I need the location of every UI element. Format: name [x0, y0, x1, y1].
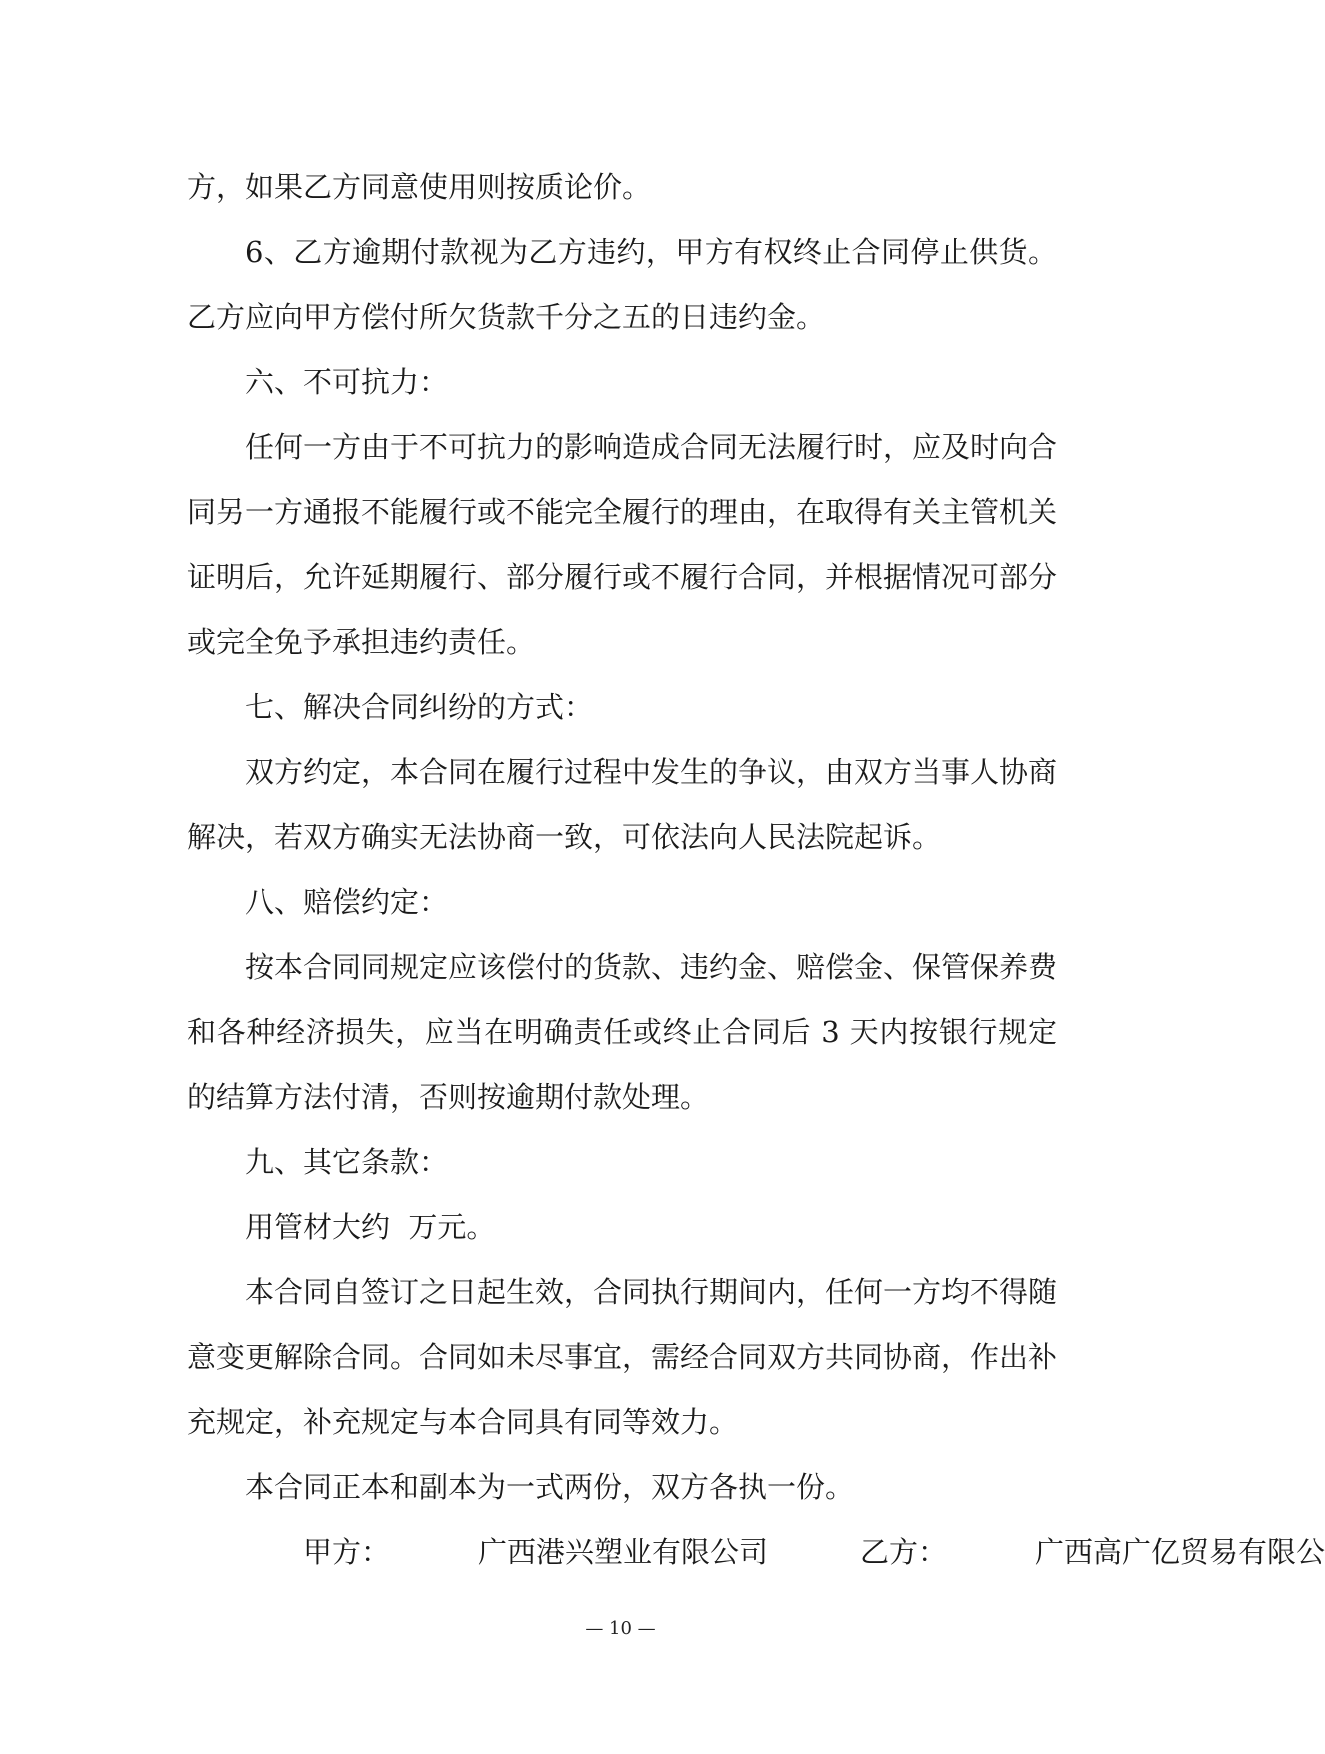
section-heading-force-majeure: 六、不可抗力：: [245, 365, 449, 399]
paragraph-compensation: 按本合同同规定应该偿付的货款、违约金、赔偿金、保管保养费和各种经济损失，应当在明确责任或终止合同后 3 天内按银行规定的结算方法付清，否则按逾期付款处理。: [187, 950, 1058, 1114]
section-heading-other-terms: 九、其它条款：: [245, 1145, 449, 1179]
party-a-name: 广西港兴塑业有限公司: [478, 1535, 769, 1569]
page-number: — 10 —: [585, 1618, 656, 1639]
signature-line: [187, 1520, 1325, 1585]
paragraph-quality-pricing: 方，如果乙方同意使用则按质论价。: [187, 170, 652, 204]
paragraph-pipe-amount: 用管材大约 万元。: [245, 1210, 496, 1244]
paragraph-late-payment: 6、乙方逾期付款视为乙方违约，甲方有权终止合同停止供货。乙方应向甲方偿付所欠货款千分之五的日违约金。: [187, 235, 1057, 334]
paragraph-copies: 本合同正本和副本为一式两份，双方各执一份。: [245, 1470, 855, 1504]
paragraph-dispute-resolution: 双方约定，本合同在履行过程中发生的争议，由双方当事人协商解决，若双方确实无法协商一致，可依法向人民法院起诉。: [187, 755, 1058, 854]
section-heading-compensation: 八、赔偿约定：: [245, 885, 449, 919]
party-a-label: 甲方：: [303, 1535, 391, 1569]
section-heading-dispute-resolution: 七、解决合同纠纷的方式：: [245, 690, 594, 724]
party-b-label: 乙方：: [860, 1535, 948, 1569]
paragraph-force-majeure: 任何一方由于不可抗力的影响造成合同无法履行时，应及时向合同另一方通报不能履行或不能完全履行的理由，在取得有关主管机关证明后，允许延期履行、部分履行或不履行合同，并根据情况可部分或完全免予承担违约责任。: [187, 430, 1058, 659]
party-b-name: 广西高广亿贸易有限公: [1035, 1535, 1325, 1569]
paragraph-effectiveness: 本合同自签订之日起生效，合同执行期间内，任何一方均不得随意变更解除合同。合同如未尽事宜，需经合同双方共同协商，作出补充规定，补充规定与本合同具有同等效力。: [187, 1275, 1058, 1439]
document-body: [187, 155, 1325, 1585]
